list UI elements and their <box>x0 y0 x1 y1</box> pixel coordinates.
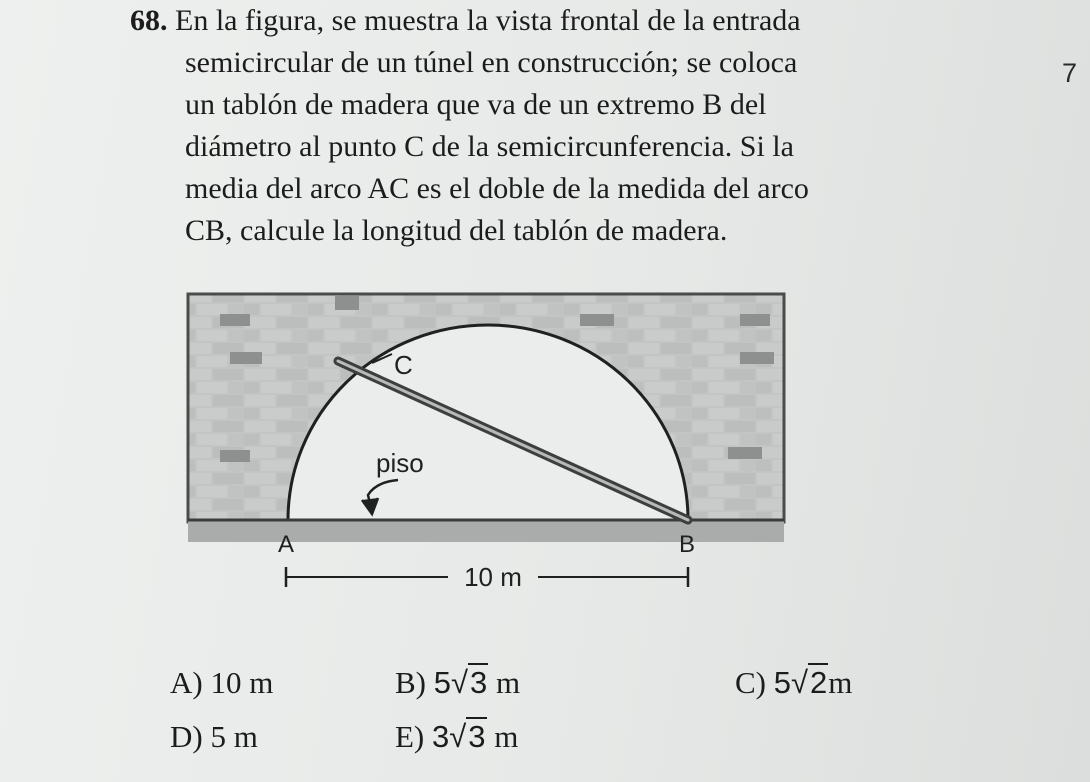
label-a: A <box>278 531 295 558</box>
option-d[interactable] <box>170 719 258 755</box>
option-c-letter: C) <box>735 665 766 700</box>
option-c-coefficient: 5 <box>773 665 791 700</box>
option-d-value: 5 m <box>210 719 258 754</box>
margin-number: 7 <box>1062 58 1078 88</box>
sqrt-symbol: √ <box>449 719 467 754</box>
problem-line-4: diámetro al punto C de la semicircunferencia. Si la <box>185 130 794 163</box>
problem-line-2: semicircular de un túnel en construcción; se coloca <box>185 46 798 79</box>
sqrt-symbol: √ <box>791 665 809 700</box>
problem-line-5: media del arco AC es el doble de la medida del arco <box>185 172 809 205</box>
option-a-letter: A) <box>170 665 203 700</box>
option-b[interactable] <box>395 665 520 701</box>
problem-line-6: CB, calcule la longitud del tablón de madera. <box>185 214 728 247</box>
option-a-value: 10 m <box>210 665 274 700</box>
option-c-unit: m <box>828 665 853 700</box>
option-c[interactable] <box>735 665 852 701</box>
option-b-coefficient: 5 <box>433 665 451 700</box>
problem-line-1 <box>130 4 801 38</box>
option-e-coefficient: 3 <box>432 719 450 754</box>
label-c: C <box>394 350 413 380</box>
option-a[interactable] <box>170 665 273 701</box>
option-b-radicand: 3 <box>470 665 488 700</box>
problem-number: 68. <box>130 4 168 37</box>
label-b: B <box>679 531 696 558</box>
option-e-letter: E) <box>395 719 425 754</box>
option-b-letter: B) <box>395 665 426 700</box>
tunnel-figure <box>180 290 800 600</box>
label-floor: piso <box>376 448 424 478</box>
option-b-unit: m <box>488 665 521 700</box>
problem-text-1: En la figura, se muestra la vista frontal de la entrada <box>175 4 801 37</box>
option-d-letter: D) <box>170 719 203 754</box>
option-e-radicand: 3 <box>468 719 486 754</box>
option-e-unit: m <box>486 719 519 754</box>
problem-line-3: un tablón de madera que va de un extremo B del <box>185 88 767 121</box>
dimension-label: 10 m <box>464 562 522 592</box>
sqrt-symbol: √ <box>451 665 469 700</box>
option-e[interactable] <box>395 719 518 755</box>
option-c-radicand: 2 <box>810 665 828 700</box>
